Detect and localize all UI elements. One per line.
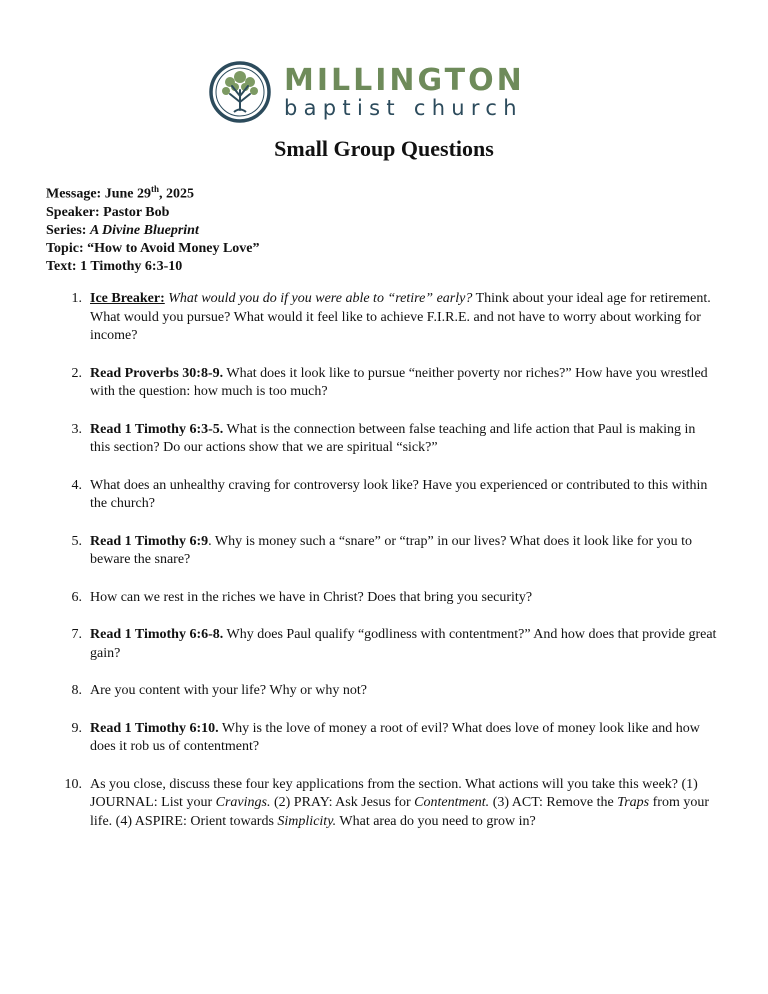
question-body: Why does Paul qualify “godliness with contentment?” And how does that provide great gain? <box>90 627 717 661</box>
question-number: 2. <box>71 365 82 381</box>
application-cravings: Cravings. <box>215 795 271 810</box>
question-number: 4. <box>71 477 82 493</box>
question-number: 7. <box>71 627 82 642</box>
question-body: What area do you need to grow in? <box>336 813 536 829</box>
question-body: from your life. (4) ASPIRE: Orient towards <box>90 795 710 829</box>
page-title: Small Group Questions <box>274 136 494 161</box>
question-body: As you close, discuss these four key applications from the section. What actions will you take this week? (1) JOURNAL: List your <box>90 776 698 810</box>
question-body: . Why is money such a “snare” or “trap” in our lives? What does it look like for you to beware the snare? <box>90 533 693 567</box>
question-heading: Read 1 Timothy 6:9 <box>90 533 209 549</box>
application-simplicity: Simplicity. <box>277 813 337 829</box>
question-heading: Read 1 Timothy 6:3-5. <box>90 421 224 437</box>
text-label: Text: <box>46 259 77 275</box>
topic-line <box>46 240 260 258</box>
question-item <box>46 533 718 570</box>
text-line <box>46 258 260 276</box>
question-body: (2) PRAY: Ask Jesus for <box>270 795 415 810</box>
topic-label: Topic: <box>46 241 84 257</box>
church-logo <box>208 60 525 124</box>
question-item <box>46 421 718 458</box>
question-text <box>90 477 718 514</box>
speaker-line <box>46 204 260 222</box>
question-item <box>46 290 718 346</box>
question-item <box>46 682 718 701</box>
question-heading: Ice Breaker: <box>90 291 165 306</box>
series-line <box>46 222 260 240</box>
question-text <box>90 776 718 832</box>
question-body: (3) ACT: Remove the <box>489 795 618 810</box>
question-text <box>90 365 718 402</box>
question-number: 3. <box>71 421 82 437</box>
question-italic: What would you do if you were able to “retire” early? <box>168 291 473 306</box>
series-label: Series: <box>46 223 87 239</box>
speaker-value: Pastor Bob <box>103 204 170 220</box>
question-item <box>46 365 718 402</box>
question-number: 1. <box>71 291 82 306</box>
question-body: What is the connection between false teaching and life action that Paul is making in this section? Do our actions show that we are spiritual “sick?” <box>90 421 696 455</box>
message-label: Message: <box>46 186 102 202</box>
question-body: Why is the love of money a root of evil? What does love of money look like and how does it rob us of contentment? <box>90 720 700 754</box>
message-year: , 2025 <box>159 186 195 202</box>
question-text <box>90 290 718 346</box>
question-text <box>90 533 718 570</box>
question-number: 8. <box>71 683 82 698</box>
question-body: Think about your ideal age for retirement. What would you pursue? What would it feel like to achieve F.I.R.E. and not have to worry about working for income? <box>90 291 711 343</box>
question-list <box>46 290 718 850</box>
question-item <box>46 720 718 757</box>
question-text <box>90 720 718 757</box>
speaker-label: Speaker: <box>46 204 100 220</box>
message-date: June 29 <box>104 186 151 202</box>
question-heading: Read 1 Timothy 6:10. <box>90 720 219 736</box>
question-number: 9. <box>71 720 82 736</box>
question-body: Are you content with your life? Why or why not? <box>90 683 367 698</box>
question-heading: Read Proverbs 30:8-9. <box>90 365 224 381</box>
question-body: What does an unhealthy craving for controversy look like? Have you experienced or contributed to this within the church? <box>90 477 708 511</box>
question-text <box>90 589 718 608</box>
question-text <box>90 626 718 663</box>
message-line <box>46 180 260 204</box>
question-text <box>90 421 718 458</box>
question-number: 5. <box>71 533 82 549</box>
question-body: What does it look like to pursue “neither poverty nor riches?” How have you wrestled with the question: how much is too much? <box>90 365 708 399</box>
message-details <box>46 180 260 277</box>
logo-church-subtitle: baptist church <box>284 95 523 120</box>
question-heading: Read 1 Timothy 6:6-8. <box>90 627 224 642</box>
question-number: 10. <box>64 776 82 792</box>
message-date-suffix: th <box>151 184 160 194</box>
topic-value: “How to Avoid Money Love” <box>87 241 260 257</box>
text-value: 1 Timothy 6:3-10 <box>80 259 183 275</box>
question-number: 6. <box>71 589 82 605</box>
tree-logo-icon <box>208 60 272 124</box>
question-text <box>90 682 718 701</box>
question-item <box>46 626 718 663</box>
question-item <box>46 776 718 832</box>
application-contentment: Contentment. <box>414 795 490 810</box>
question-item <box>46 477 718 514</box>
application-traps: Traps <box>617 795 650 810</box>
question-body: How can we rest in the riches we have in Christ? Does that bring you security? <box>90 589 533 605</box>
series-value: A Divine Blueprint <box>89 223 199 239</box>
question-item <box>46 589 718 608</box>
logo-church-name: MILLINGTON <box>284 62 525 98</box>
